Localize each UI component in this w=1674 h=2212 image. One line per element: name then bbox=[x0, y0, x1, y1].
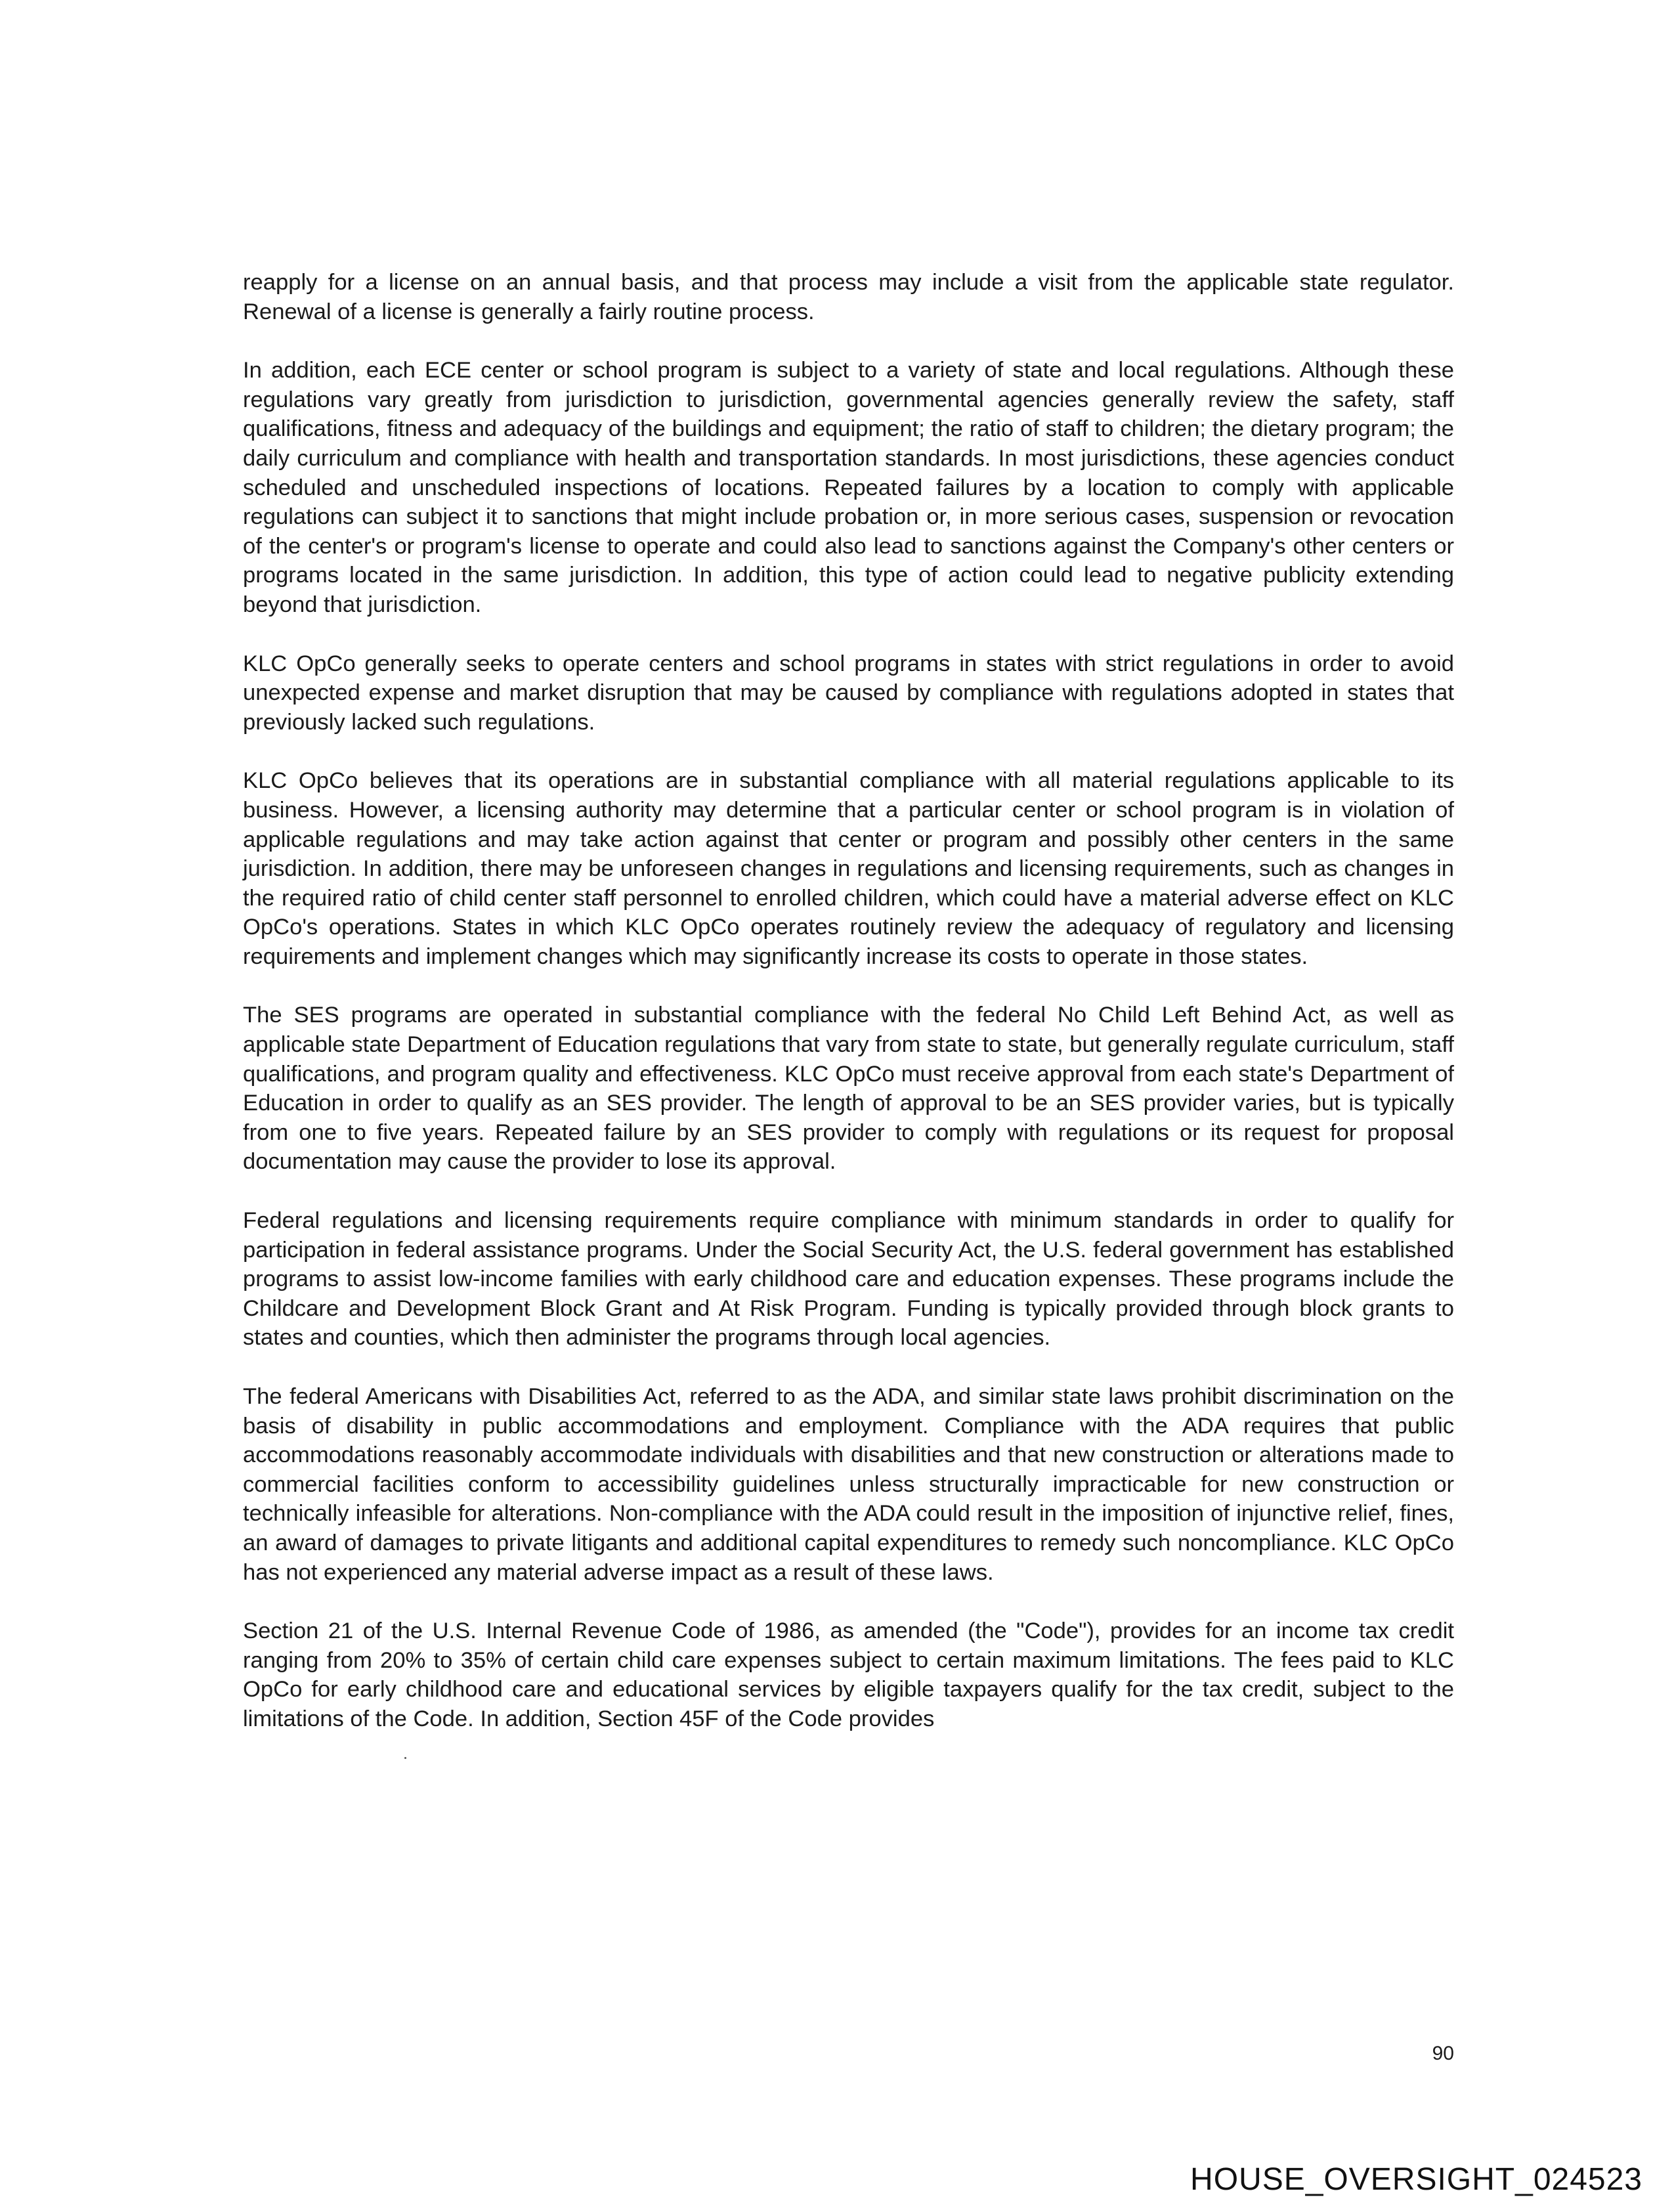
bates-number: HOUSE_OVERSIGHT_024523 bbox=[1190, 2162, 1642, 2197]
paragraph-federal-assistance: Federal regulations and licensing requirements require compliance with minimum standards in order to qualify for participation in federal assistance programs. Under the Social Security Act, the U.S. federal government has established programs to assist low-income families with early childhood care and education expenses. These programs include the Childcare and Development Block Grant and At Risk Program. Funding is typically provided through block grants to states and counties, which then administer the programs through local agencies. bbox=[243, 1208, 1454, 1351]
paragraph-ses-programs: The SES programs are operated in substantial compliance with the federal No Child Left Behind Act, as well as applicable state Department of Education regulations that vary from state to state, but generally regulate curriculum, staff qualifications, and program quality and effectiveness. KLC OpCo must receive approval from each state's Department of Education in order to qualify as an SES provider. The length of approval to be an SES provider varies, but is typically from one to five years. Repeated failure by an SES provider to comply with regulations or its request for proposal documentation may cause the provider to lose its approval. bbox=[243, 1003, 1454, 1175]
paragraph-ada: The federal Americans with Disabilities Act, referred to as the ADA, and similar state laws prohibit discrimination on the basis of disability in public accommodations and employment. Compliance with the ADA requires that public accommodations reasonably accommodate individuals with disabilities and that new construction or alterations made to commercial facilities conform to accessibility guidelines unless structurally impracticable for new construction or technically infeasible for alterations. Non-compliance with the ADA could result in the imposition of injunctive relief, fines, an award of damages to private litigants and additional capital expenditures to remedy such noncompliance. KLC OpCo has not experienced any material adverse impact as a result of these laws. bbox=[243, 1384, 1454, 1585]
paragraph-license-renewal: reapply for a license on an annual basis, and that process may include a visit from the applicable state regulator. Renewal of a license is generally a fairly routine process. bbox=[243, 270, 1454, 324]
page-number: 90 bbox=[1432, 2043, 1454, 2064]
scan-speck bbox=[404, 1757, 406, 1759]
paragraph-strict-regulation-states: KLC OpCo generally seeks to operate centers and school programs in states with strict regulations in order to avoid unexpected expense and market disruption that may be caused by compliance with regulations adopted in states that previously lacked such regulations. bbox=[243, 651, 1454, 735]
paragraph-tax-credit: Section 21 of the U.S. Internal Revenue Code of 1986, as amended (the "Code"), provides for an income tax credit ranging from 20% to 35% of certain child care expenses subject to certain maximum limitations. The fees paid to KLC OpCo for early childhood care and educational services by eligible taxpayers qualify for the tax credit, subject to the limitations of the Code. In addition, Section 45F of the Code provides bbox=[243, 1618, 1454, 1731]
paragraph-state-local-regulations: In addition, each ECE center or school program is subject to a variety of state and local regulations. Although these regulations vary greatly from jurisdiction to jurisdiction, governmental agencies generally review the safety, staff qualifications, fitness and adequacy of the buildings and equipment; the ratio of staff to children; the dietary program; the daily curriculum and compliance with health and transportation standards. In most jurisdictions, these agencies conduct scheduled and unscheduled inspections of locations. Repeated failures by a location to comply with applicable regulations can subject it to sanctions that might include probation or, in more serious cases, suspension or revocation of the center's or program's license to operate and could also lead to sanctions against the Company's other centers or programs located in the same jurisdiction. In addition, this type of action could lead to negative publicity extending beyond that jurisdiction. bbox=[243, 358, 1454, 617]
body-text bbox=[243, 268, 1454, 1764]
paragraph-substantial-compliance: KLC OpCo believes that its operations are in substantial compliance with all material regulations applicable to its business. However, a licensing authority may determine that a particular center or school program is in violation of applicable regulations and may take action against that center or program and possibly other centers in the same jurisdiction. In addition, there may be unforeseen changes in regulations and licensing requirements, such as changes in the required ratio of child center staff personnel to enrolled children, which could have a material adverse effect on KLC OpCo's operations. States in which KLC OpCo operates routinely review the adequacy of regulatory and licensing requirements and implement changes which may significantly increase its costs to operate in those states. bbox=[243, 768, 1454, 969]
